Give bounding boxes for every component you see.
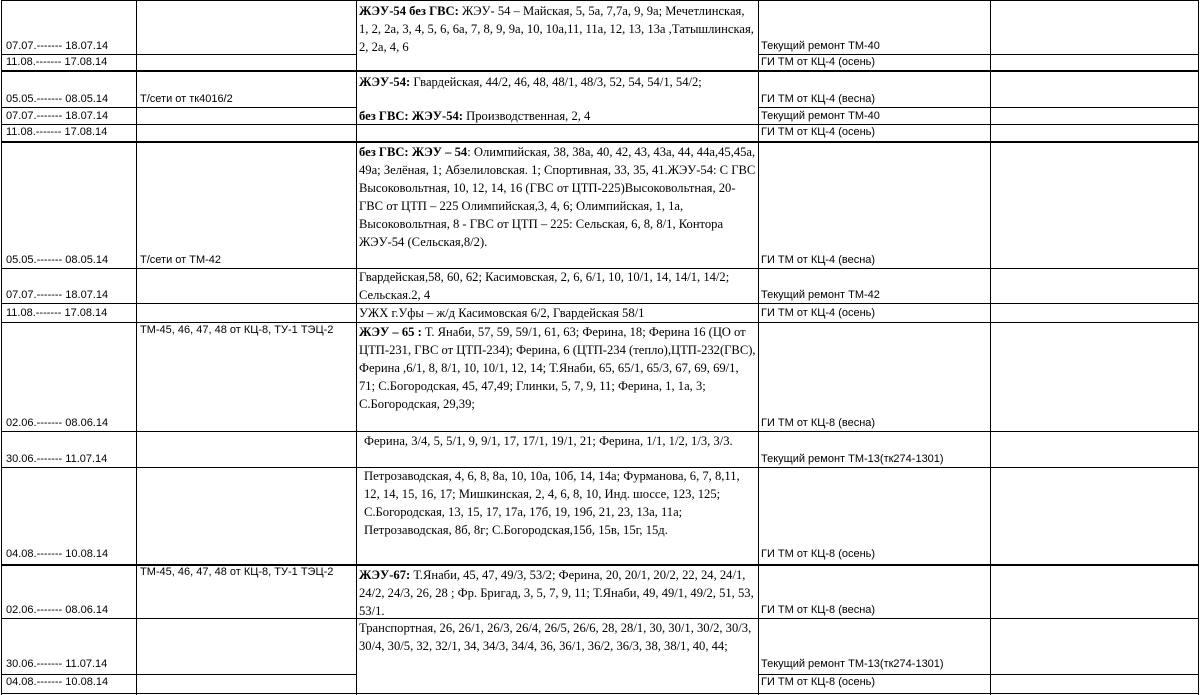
date-cell: 11.08.------- 17.08.14	[6, 126, 108, 138]
address-block-text: Т.Янаби, 45, 47, 49/3, 53/2; Ферина, 20, 20/1, 20/2, 22, 24, 24/1, 24/2, 24/3, 26, 28 ; Фр. Бригад, 3, 5, 7, 9, 11; Т.Янаби, 49, 49/1, 49/2, 51, 53, 53/1.	[359, 568, 754, 618]
address-block	[364, 432, 757, 468]
date-cell: 07.07.------- 18.07.14	[6, 110, 109, 122]
work-type-cell: ГИ ТМ от КЦ-8 (осень)	[761, 548, 876, 560]
address-block-text: Гвардейская, 44/2, 46, 48, 48/1, 48/3, 52, 54, 54/1, 54/2;	[410, 75, 702, 89]
grid-line	[1, 467, 1199, 468]
date-cell: 02.06.------- 08.06.14	[6, 417, 109, 429]
date-cell: 07.07.------- 18.07.14	[6, 40, 109, 52]
address-block	[359, 73, 757, 91]
grid-line	[1, 124, 1199, 125]
work-type-cell: ГИ ТМ от КЦ-4 (весна)	[761, 254, 876, 266]
network-cell: Т/сети от тк4016/2	[140, 93, 233, 105]
address-block-text: Гвардейская,58, 60, 62; Касимовская, 2, 6, 6/1, 10, 10/1, 14, 14/1, 14/2; Сельская.2, 4	[359, 270, 730, 302]
grid-line	[1, 431, 1199, 432]
address-block-text: Петрозаводская, 4, 6, 8, 8а, 10, 10а, 10б, 14, 14а; Фурманова, 6, 7, 8,11, 12, 14, 15, 16, 17; Мишкинская, 2, 4, 6, 8, 10, Инд. шоссе, 123, 125; С.Богородская, 13, 15, 17, 17а, 17б, 19, 19б, 21, 23, 13а, 11а; Петрозаводская, 8б, 8г; С.Богородская,15б, 15в, 15г, 15д.	[364, 469, 740, 537]
grid-line	[758, 0, 759, 695]
grid-line	[1, 70, 1199, 72]
work-type-cell: Текущий ремонт ТМ-13(тк274-1301)	[761, 453, 944, 465]
grid-line	[356, 0, 357, 695]
grid-line	[1, 674, 357, 675]
network-cell: Т/сети от ТМ-42	[140, 254, 222, 266]
work-type-cell: Текущий ремонт ТМ-40	[761, 40, 880, 52]
grid-line	[1, 322, 1199, 323]
grid-line	[990, 0, 991, 695]
network-cell: ТМ-45, 46, 47, 48 от КЦ-8, ТУ-1 ТЭЦ-2	[140, 566, 334, 578]
address-block-heading: без ГВС: ЖЭУ – 54	[359, 145, 468, 159]
address-block-text: Ферина, 3/4, 5, 5/1, 9, 9/1, 17, 17/1, 19/1, 21; Ферина, 1/1, 1/2, 1/3, 3/3.	[364, 434, 733, 448]
address-block-heading: без ГВС: ЖЭУ-54:	[359, 109, 463, 123]
work-type-cell: ГИ ТМ от КЦ-4 (осень)	[761, 307, 876, 319]
work-type-cell: ГИ ТМ от КЦ-4 (осень)	[761, 56, 876, 68]
address-block	[359, 268, 757, 304]
network-cell: ТМ-45, 46, 47, 48 от КЦ-8, ТУ-1 ТЭЦ-2	[140, 324, 334, 336]
address-block-heading: ЖЭУ-67:	[359, 568, 411, 582]
grid-line	[1, 141, 1199, 143]
work-type-cell: Текущий ремонт ТМ-40	[761, 110, 880, 122]
grid-line	[1, 0, 1199, 1]
address-block	[359, 323, 757, 431]
address-block-text: Т. Янаби, 57, 59, 59/1, 61, 63; Ферина, 18; Ферина 16 (ЦО от ЦТП-231, ГВС от ЦТП-234); Ферина, 6 (ЦТП-234 (тепло),ЦТП-232(ГВС), Ферина ,6/1, 8, 8/1, 10, 10/1, 12, 14; Т.Янаби, 65, 65/1, 65/3, 67, 69, 69/1, 71; С.Богородская, 45, 47,49; Глинки, 5, 7, 9, 11; Ферина, 1, 1а, 3; С.Богородская, 29,39;	[359, 325, 756, 411]
grid-line	[1, 0, 2, 695]
date-cell: 04.08.------- 10.08.14	[6, 548, 109, 560]
address-block	[359, 619, 757, 673]
date-cell: 07.07.------- 18.07.14	[6, 289, 109, 301]
address-block-heading: ЖЭУ – 65 :	[359, 325, 422, 339]
address-block-heading: ЖЭУ-54:	[359, 75, 411, 89]
work-type-cell: Текущий ремонт ТМ-13(тк274-1301)	[761, 658, 944, 670]
grid-line	[758, 54, 1199, 55]
address-block	[359, 2, 757, 56]
address-block-text: Производственная, 2, 4	[463, 109, 591, 123]
grid-line	[1, 107, 357, 108]
address-block-heading: ЖЭУ-54 без ГВС:	[359, 4, 459, 18]
date-cell: 05.05.------- 08.05.14	[6, 93, 109, 105]
address-block-text: УЖХ г.Уфы – ж/д Касимовская 6/2, Гвардейская 58/1	[359, 306, 645, 320]
address-block	[359, 566, 757, 620]
address-block-text: : Олимпийская, 38, 38а, 40, 42, 43, 43а, 44, 44а,45,45а, 49а; Зелёная, 1; Абзелиловская. 1; Спортивная, 33, 35, 41.ЖЭУ-54: С ГВС Высоковольтная, 10, 12, 14, 16 (ГВС от ЦТП-225)Высоковольтная, 20- ГВС от ЦТП – 225 Олимпийская,3, 4, 6; Олимпийская, 1, 1а, Высоковольтная, 8 - ГВС от ЦТП – 225: Сельская, 6, 8, 8/1, Контора ЖЭУ-54 (Сельская,8/2).	[359, 145, 756, 249]
address-block	[364, 467, 757, 539]
grid-line	[1, 268, 1199, 269]
date-cell: 04.08.------- 10.08.14	[6, 676, 109, 688]
date-cell: 02.06.------- 08.06.14	[6, 604, 109, 616]
work-type-cell: ГИ ТМ от КЦ-8 (осень)	[761, 676, 876, 688]
grid-line	[758, 107, 1199, 108]
work-type-cell: ГИ ТМ от КЦ-4 (осень)	[761, 126, 876, 138]
grid-line	[758, 674, 1199, 675]
grid-line	[1198, 0, 1199, 695]
address-block-text: ЖЭУ- 54 – Майская, 5, 5а, 7,7а, 9, 9а; Мечетлинская, 1, 2, 2а, 3, 4, 5, 6, 6а, 7, 8, 9, 9а, 10, 10а,11, 11а, 12, 13, 13а ,Татышлинская, 2, 2а, 4, 6	[359, 4, 754, 54]
date-cell: 30.06.------- 11.07.14	[6, 453, 108, 465]
grid-line	[1, 303, 1199, 304]
date-cell: 11.08.------- 17.08.14	[6, 307, 108, 319]
date-cell: 30.06.------- 11.07.14	[6, 658, 108, 670]
work-type-cell: Текущий ремонт ТМ-42	[761, 289, 880, 301]
address-block	[359, 143, 757, 269]
address-block	[359, 304, 757, 322]
grid-line	[1, 618, 1199, 619]
address-block	[359, 107, 757, 125]
work-type-cell: ГИ ТМ от КЦ-4 (весна)	[761, 93, 876, 105]
grid-line	[1, 693, 1199, 694]
date-cell: 11.08.------- 17.08.14	[6, 56, 108, 68]
address-block-text: Транспортная, 26, 26/1, 26/3, 26/4, 26/5, 26/6, 28, 28/1, 30, 30/1, 30/2, 30/3, 30/4, 30/5, 32, 32/1, 34, 34/3, 34/4, 36, 36/1, 36/2, 36/3, 38, 38/1, 40, 44;	[359, 621, 752, 653]
grid-line	[1, 54, 357, 55]
grid-line	[136, 0, 137, 695]
work-type-cell: ГИ ТМ от КЦ-8 (весна)	[761, 604, 876, 616]
grid-line	[1, 564, 1199, 566]
date-cell: 05.05.------- 08.05.14	[6, 254, 109, 266]
work-type-cell: ГИ ТМ от КЦ-8 (весна)	[761, 417, 876, 429]
